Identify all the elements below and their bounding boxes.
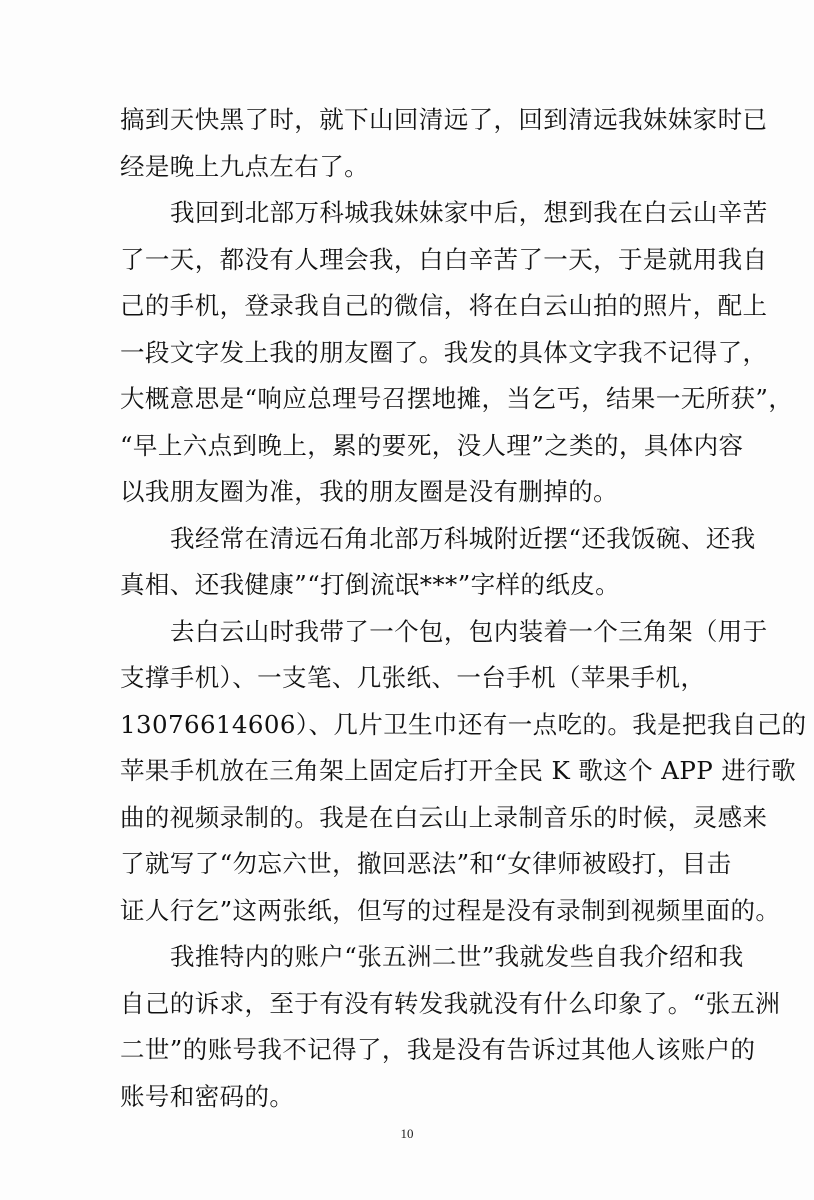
text-line: 账号和密码的。: [120, 1081, 295, 1111]
text-line: 曲的视频录制的。我是在白云山上录制音乐的时候，灵感来: [120, 802, 768, 832]
text-line: “早上六点到晚上，累的要死，没人理”之类的，具体内容: [120, 430, 744, 460]
body-text: [120, 97, 807, 1120]
text-line: 搞到天快黑了时，就下山回清远了，回到清远我妹妹家时已: [120, 105, 768, 134]
text-line: 了就写了“勿忘六世，撤回恶法”和“女律师被殴打，目击: [120, 849, 732, 878]
text-line: 己的手机，登录我自己的微信，将在白云山拍的照片，配上: [120, 291, 768, 320]
text-line: 13076614606）、几片卫生巾还有一点吃的。我是把我自己的: [120, 709, 807, 739]
text-line: 二世”的账号我不记得了，我是没有告诉过其他人该账户的: [120, 1035, 756, 1064]
text-line: 苹果手机放在三角架上固定后打开全民 K 歌这个 APP 进行歌: [120, 756, 797, 785]
text-line: 真相、还我健康”“打倒流氓***”字样的纸皮。: [120, 570, 621, 599]
paragraph-start-line: 我经常在清远石角北部万科城附近摆“还我饭碗、还我: [170, 523, 756, 553]
text-line: 经是晚上九点左右了。: [120, 151, 369, 181]
page-number: 10: [400, 1126, 414, 1141]
text-line: 以我朋友圈为准，我的朋友圈是没有删掉的。: [120, 477, 618, 506]
text-line: 支撑手机）、一支笔、几张纸、一台手机（苹果手机，: [120, 663, 706, 692]
text-line: 一段文字发上我的朋友圈了。我发的具体文字我不记得了，: [120, 337, 768, 367]
text-line: 大概意思是“响应总理号召摆地摊，当乞丐，结果一无所获”，: [120, 384, 794, 413]
paragraph-start-line: 去白云山时我带了一个包，包内装着一个三角架（用于: [170, 616, 768, 646]
text-line: 了一天，都没有人理会我，白白辛苦了一天，于是就用我自: [120, 244, 768, 274]
paragraph-start-line: 我推特内的账户“张五洲二世”我就发些自我介绍和我: [170, 942, 744, 971]
text-line: 证人行乞”这两张纸，但写的过程是没有录制到视频里面的。: [120, 895, 781, 925]
paragraph-start-line: 我回到北部万科城我妹妹家中后，想到我在白云山辛苦: [170, 198, 768, 227]
text-line: 自己的诉求，至于有没有转发我就没有什么印象了。“张五洲: [120, 988, 781, 1018]
